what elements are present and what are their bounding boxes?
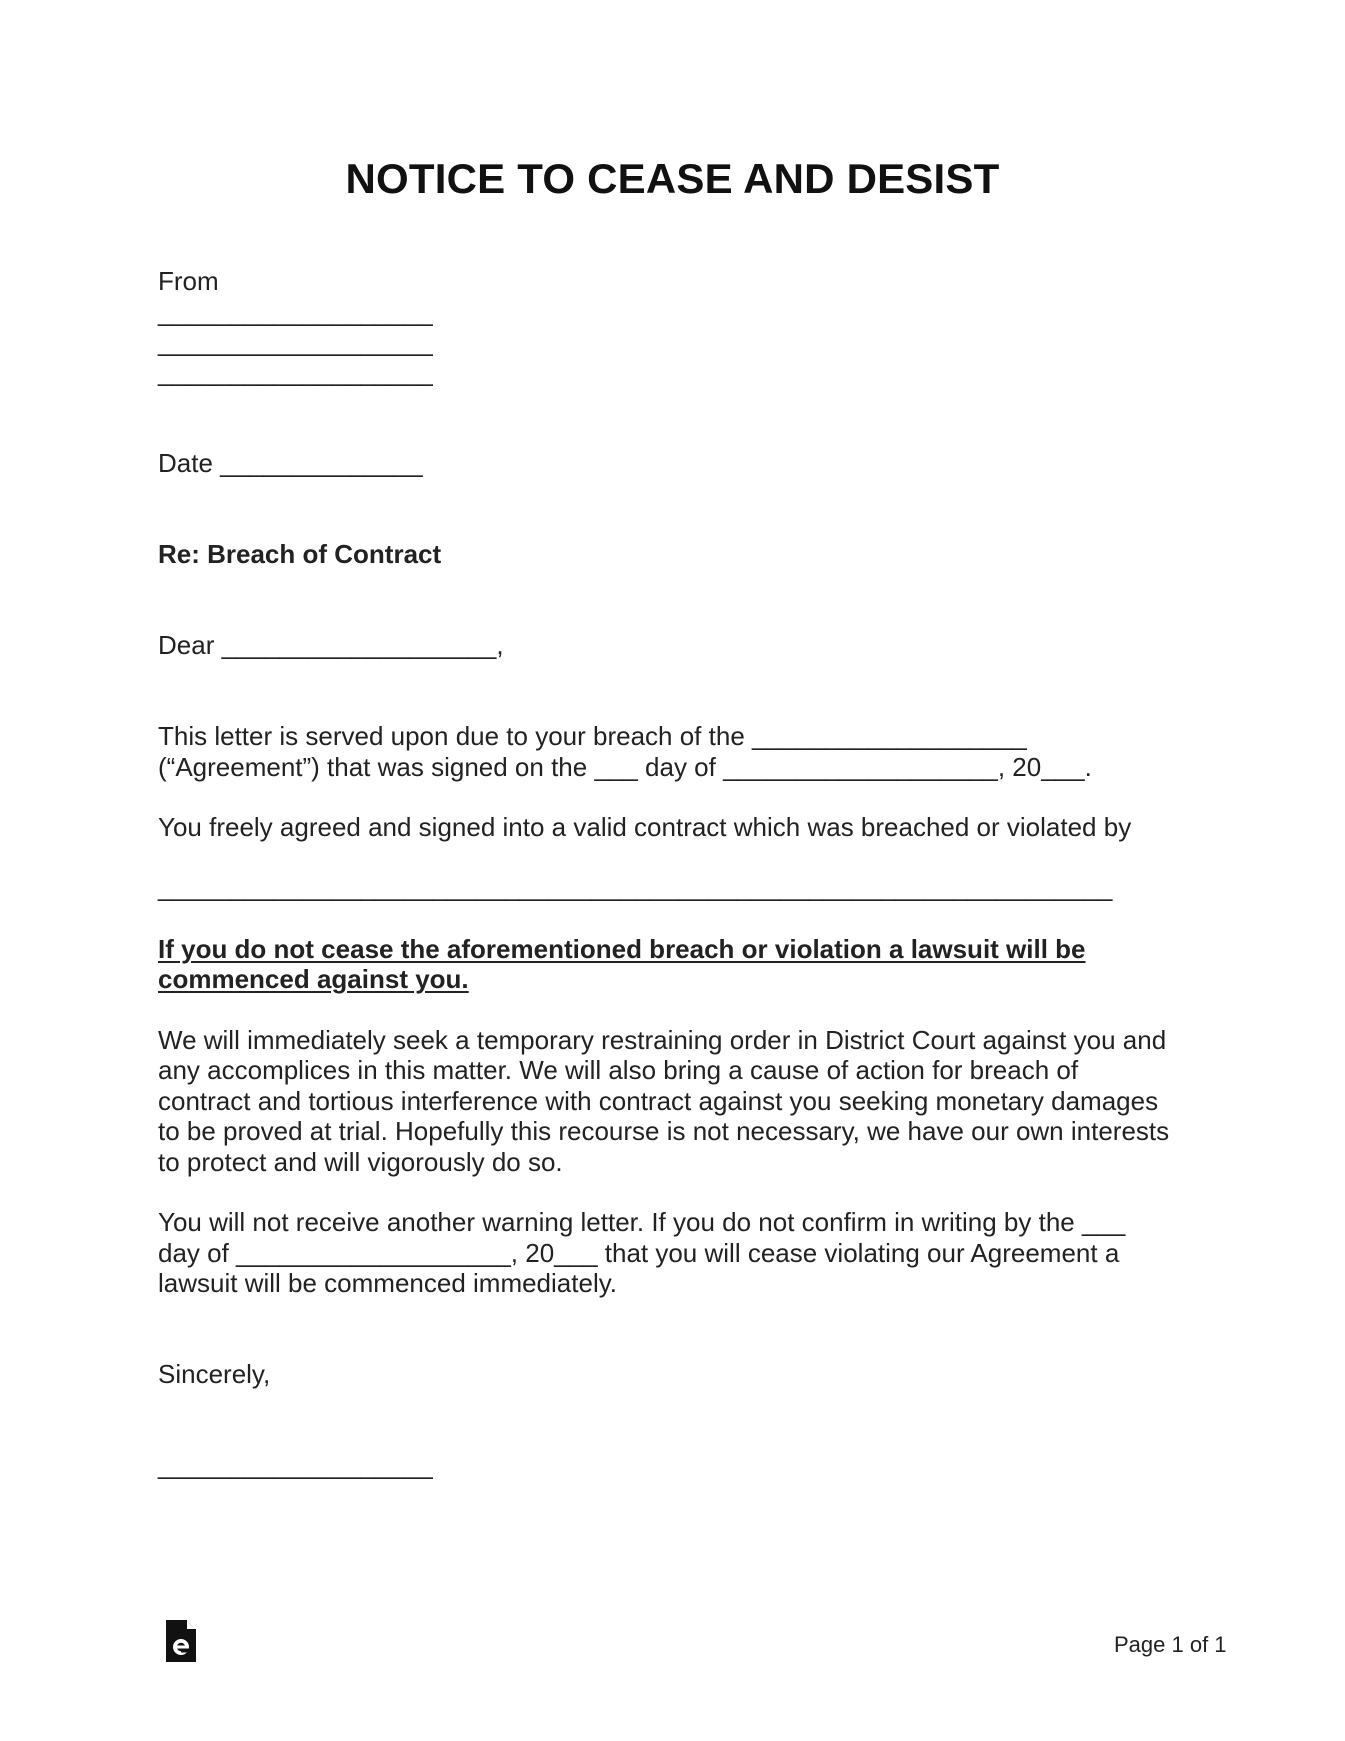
- warning-line-1: If you do not cease the aforementioned breach or violation a lawsuit will be: [158, 934, 1086, 964]
- para1-line-1: This letter is served upon due to your breach of the ___________________: [158, 721, 1027, 751]
- para4-line-2: day of ___________________, 20___ that you will cease violating our Agreement a: [158, 1238, 1120, 1268]
- para3-line-4: to be proved at trial. Hopefully this recourse is not necessary, we have our own interests: [158, 1116, 1170, 1146]
- para3-line-1: We will immediately seek a temporary restraining order in District Court against you and: [158, 1025, 1167, 1055]
- para1-line-2: (“Agreement”) that was signed on the ___ day of ___________________, 20___.: [158, 752, 1092, 782]
- closing: Sincerely,: [158, 1359, 271, 1389]
- signature-line: ___________________: [158, 1450, 433, 1480]
- eforms-logo-icon: [164, 1618, 198, 1664]
- from-line-1: ___________________: [158, 297, 433, 327]
- blank-line: __________________________________________________________________: [158, 872, 1113, 902]
- warning-line-2: commenced against you.: [158, 964, 469, 994]
- para3-line-2: any accomplices in this matter. We will also bring a cause of action for breach of: [158, 1055, 1079, 1085]
- page-number: Page 1 of 1: [1114, 1632, 1227, 1657]
- salutation: Dear ___________________,: [158, 630, 504, 660]
- from-line-3: ___________________: [158, 357, 433, 387]
- date-line: Date ______________: [158, 448, 423, 478]
- para3-line-5: to protect and will vigorously do so.: [158, 1147, 563, 1177]
- from-line-2: ___________________: [158, 327, 433, 357]
- para2: You freely agreed and signed into a valid contract which was breached or violated by: [158, 812, 1132, 842]
- from-label: From: [158, 266, 219, 296]
- para3-line-3: contract and tortious interference with contract against you seeking monetary damages: [158, 1086, 1159, 1116]
- re-line: Re: Breach of Contract: [158, 539, 442, 569]
- document-title: NOTICE TO CEASE AND DESIST: [345, 155, 1000, 202]
- para4-line-3: lawsuit will be commenced immediately.: [158, 1268, 618, 1298]
- para4-line-1: You will not receive another warning letter. If you do not confirm in writing by the ___: [158, 1207, 1126, 1237]
